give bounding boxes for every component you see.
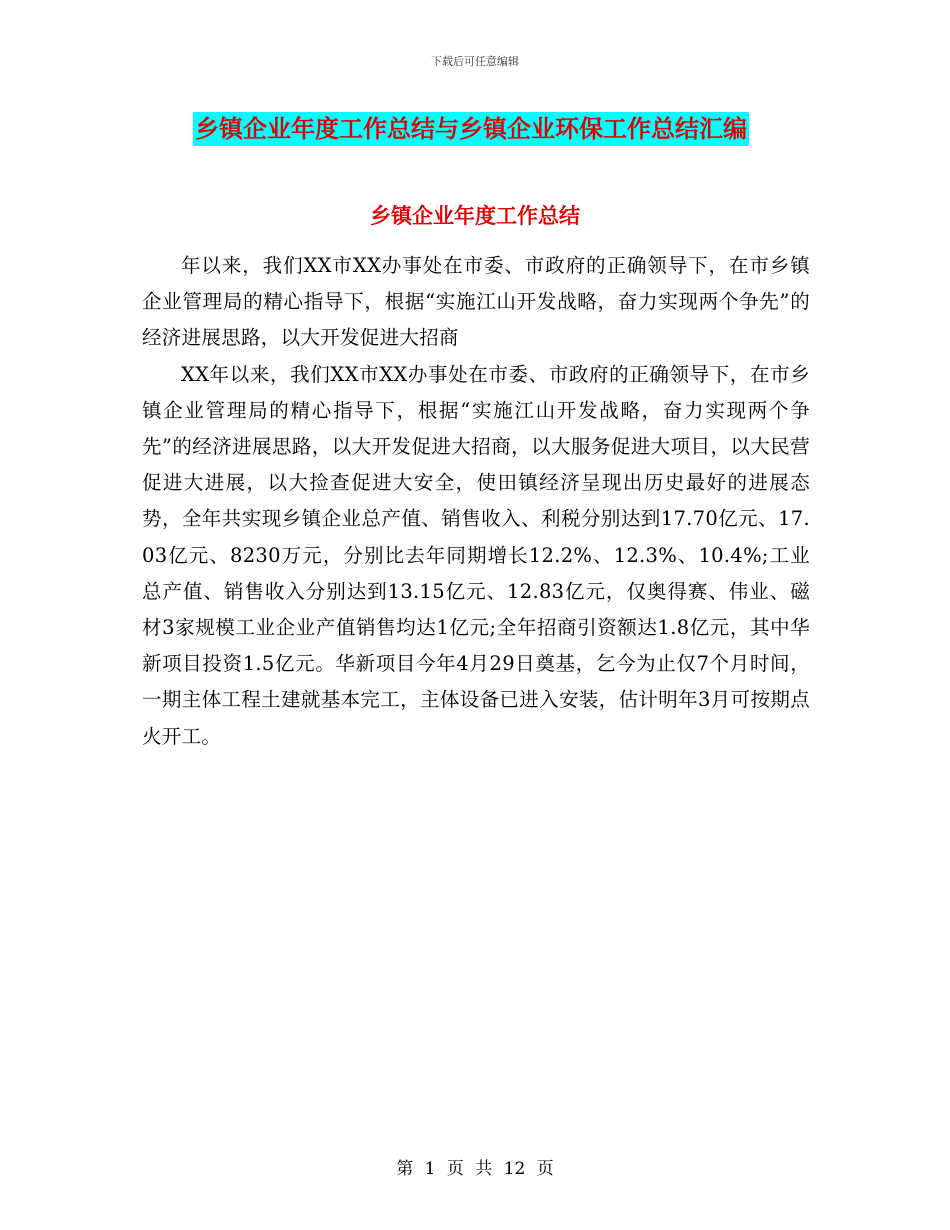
main-title: 乡镇企业年度工作总结与乡镇企业环保工作总结汇编	[193, 112, 749, 146]
paragraph-2: XX年以来，我们XX市XX办事处在市委、市政府的正确领导下，在市乡镇企业管理局的精心指导下，根据“实施江山开发战略，奋力实现两个争先”的经济进展思路，以大开发促进大招商，以大服务促进大项目，以大民营促进大进展，以大捡查促进大安全，使田镇经济呈现出历史最好的进展态势，全年共实现乡镇企业总产值、销售收入、利税分别达到17.70亿元、17.03亿元、8230万元，分别比去年同期增长12.2%、12.3%、10.4%;工业总产值、销售收入分别达到13.15亿元、12.83亿元，仅奥得赛、伟业、磁材3家规模工业企业产值销售均达1亿元;全年招商引资额达1.8亿元，其中华新项目投资1.5亿元。华新项目今年4月29日奠基，乞今为止仅7个月时间，一期主体工程土建就基本完工，主体设备已进入安装，估计明年3月可按期点火开工。	[142, 362, 810, 748]
header-note: 下载后可任意编辑	[431, 55, 519, 68]
section-title: 乡镇企业年度工作总结	[370, 204, 580, 228]
body-text	[142, 248, 810, 755]
page-indicator: 第 1 页 共 12 页	[396, 1159, 554, 1179]
paragraph-1: 年以来，我们XX市XX办事处在市委、市政府的正确领导下，在市乡镇企业管理局的精心指导下，根据“实施江山开发战略，奋力实现两个争先”的经济进展思路，以大开发促进大招商	[142, 254, 810, 350]
